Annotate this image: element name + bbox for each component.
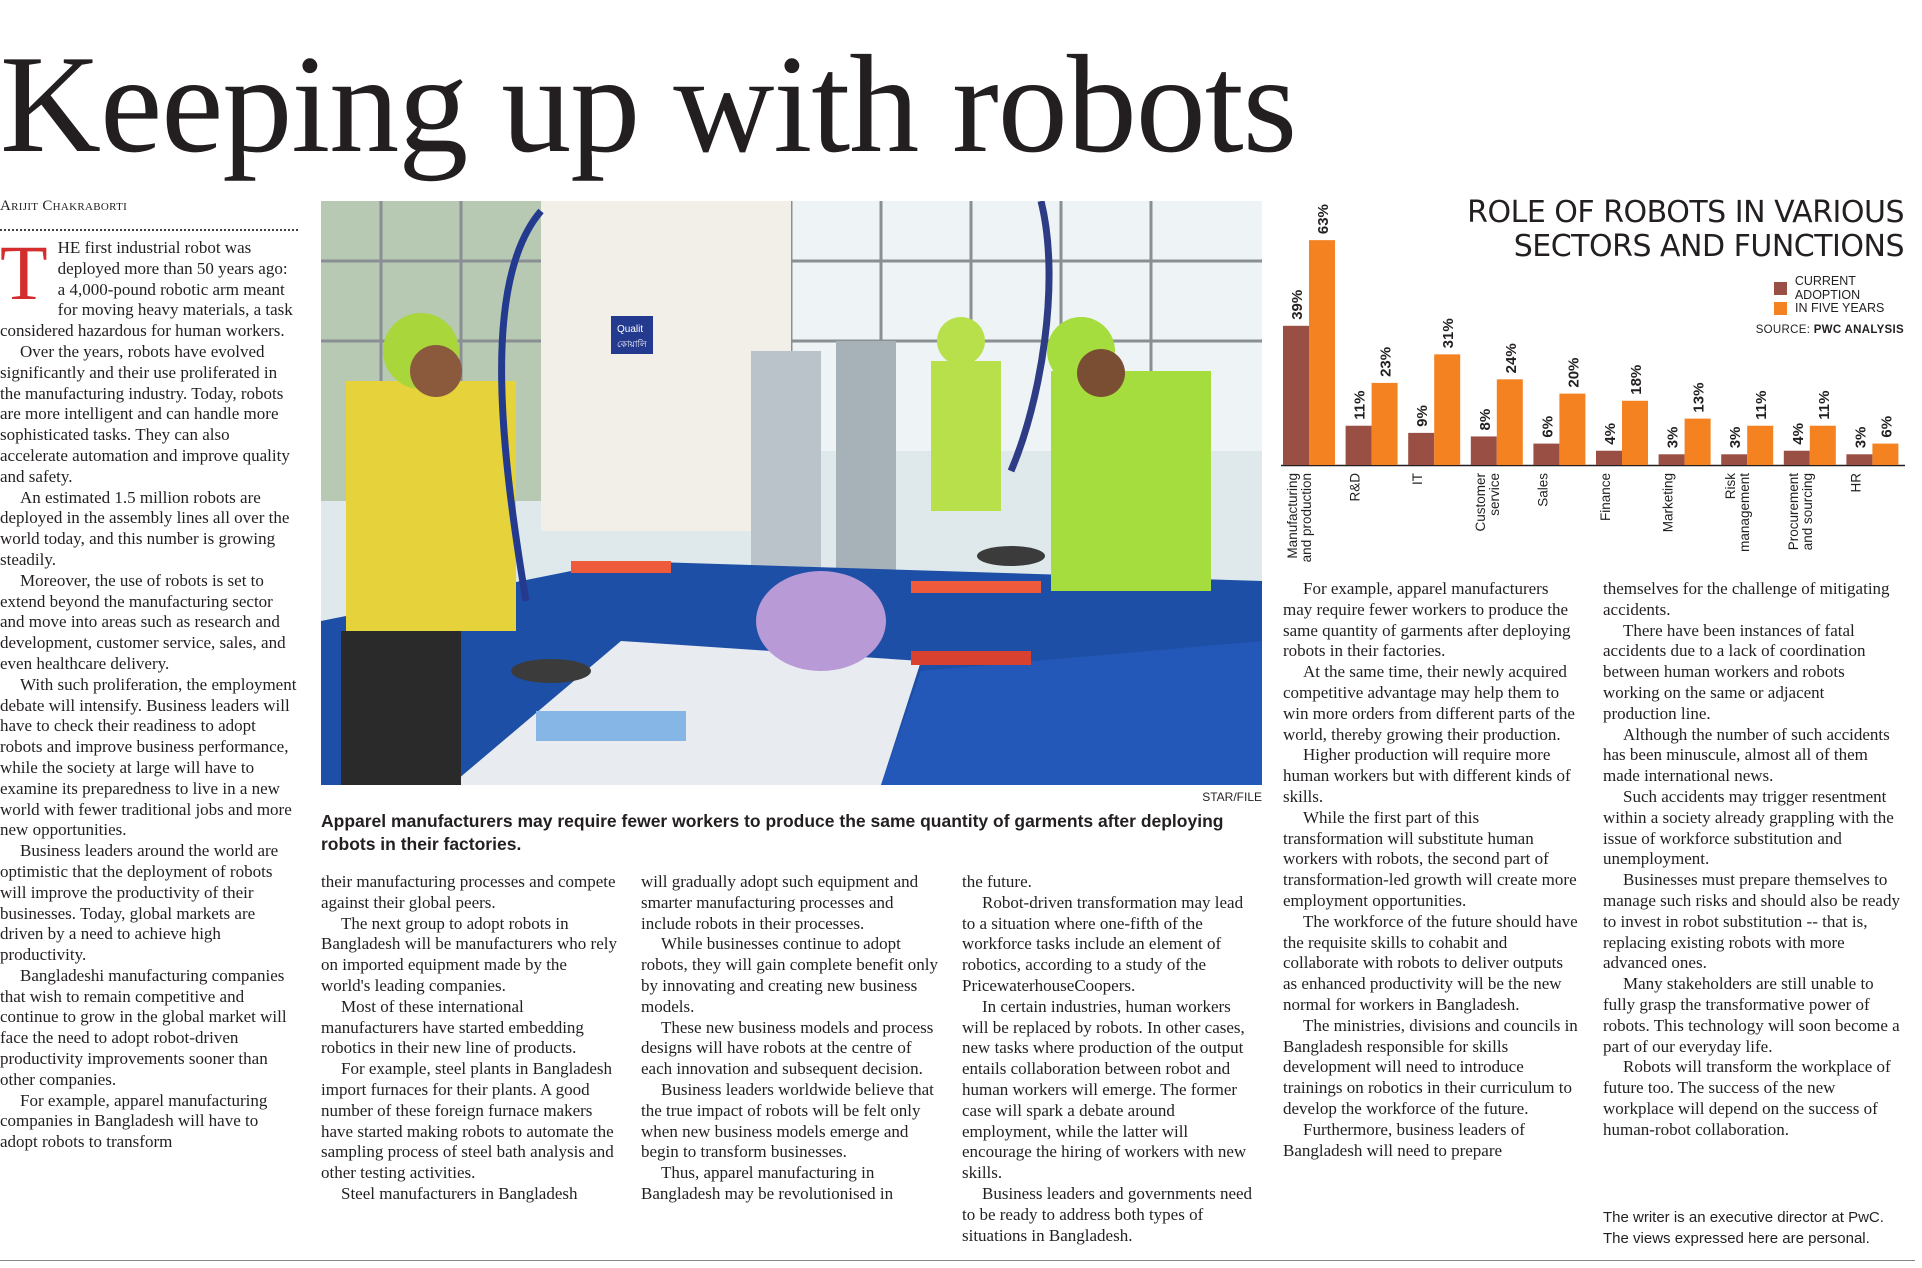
data-label: 31% — [1440, 318, 1458, 349]
article-paragraph — [641, 1018, 939, 1080]
paragraph-text: themselves for the challenge of mitigating accidents. — [1603, 579, 1890, 619]
article-paragraph — [1603, 579, 1901, 621]
bar-current — [1596, 451, 1622, 465]
paragraph-text: Such accidents may trigger resentment within a society already grappling with the issue of workforce substitution and unemployment. — [1603, 786, 1894, 869]
data-label: 9% — [1414, 405, 1432, 427]
paragraph-text: While businesses continue to adopt robots, they will gain complete benefit only by innovating and creating new business models. — [641, 934, 938, 1016]
article-paragraph — [962, 872, 1260, 893]
data-label: 11% — [1753, 390, 1771, 420]
sign-text-2: কোয়ালি — [617, 339, 647, 349]
paragraph-text: Business leaders and governments need to be ready to address both types of situations in Bangladesh. — [962, 1183, 1253, 1245]
bar-current — [1283, 326, 1309, 465]
photo-caption: Apparel manufacturers may require fewer workers to produce the same quantity of garments after deploying robots in their factories. — [321, 811, 1224, 854]
byline: Arijit Chakraborti — [0, 198, 298, 231]
bar-current — [1846, 454, 1872, 465]
paragraph-text: The ministries, divisions and councils in Bangladesh responsible for skills development will need to introduce trainings on robotics in their curriculum to develop the workforce of the future. — [1283, 1015, 1578, 1118]
article-paragraph — [962, 997, 1260, 1184]
paragraph-text: Most of these international manufacturers have started embedding robotics in their new line of products. — [321, 996, 584, 1058]
article-paragraph — [1603, 870, 1901, 974]
data-label: 23% — [1377, 346, 1395, 377]
paragraph-text: The next group to adopt robots in Bangladesh will be manufacturers who rely on imported equipment made by the world's leading companies. — [321, 913, 617, 995]
category-label: Finance — [1598, 473, 1613, 522]
bar-five-years — [1622, 401, 1648, 465]
article-paragraph — [1283, 808, 1581, 912]
bar-five-years — [1747, 426, 1773, 465]
bar-current — [1721, 454, 1747, 465]
data-label: 3% — [1664, 426, 1682, 449]
bottom-rule — [0, 1260, 1915, 1261]
category-label: Customer — [1472, 473, 1488, 532]
category-label: Marketing — [1660, 473, 1676, 533]
category-label: management — [1737, 473, 1753, 552]
data-label: 63% — [1315, 204, 1332, 235]
data-label: 4% — [1789, 423, 1807, 445]
data-label: 20% — [1565, 357, 1583, 388]
article-paragraph — [1283, 1016, 1581, 1120]
category-label: R&D — [1347, 473, 1363, 502]
paragraph-text: Business leaders worldwide believe that the true impact of robots will be felt only when new business models emerge and begin to transform businesses. — [641, 1079, 934, 1162]
bar-five-years — [1497, 379, 1523, 465]
legend-label-current: CURRENT ADOPTION — [1794, 274, 1861, 302]
paragraph-text: the future. — [962, 872, 1032, 891]
category-label: Risk — [1723, 473, 1739, 500]
article-paragraph — [641, 934, 939, 1017]
photo-credit: STAR/FILE — [1202, 790, 1262, 804]
paragraph-text: Furthermore, business leaders of Bangladesh will need to prepare — [1283, 1119, 1525, 1160]
article-column-6 — [1603, 579, 1901, 1141]
bar-current — [1408, 433, 1434, 465]
bar-five-years — [1309, 240, 1335, 465]
category-label: and production — [1299, 473, 1314, 563]
bar-five-years — [1434, 354, 1460, 465]
article-column-3 — [641, 872, 939, 1205]
article-paragraph — [321, 914, 617, 997]
article-paragraph — [321, 1059, 617, 1184]
paragraph-text: At the same time, their newly acquired competitive advantage may help them to win more orders from different parts of the world, thereby growing their production. — [1283, 662, 1575, 744]
paragraph-text: For example, steel plants in Bangladesh import furnaces for their plants. A good number of these foreign furnace makers have started making robots to automate the sampling process of steel bath analysis and other testing activities. — [321, 1059, 614, 1183]
article-paragraph — [641, 1163, 939, 1205]
article-column-5 — [1283, 579, 1581, 1161]
article-paragraph — [1603, 621, 1901, 725]
paragraph-text: Thus, apparel manufacturing in Bangladesh may be revolutionised in — [641, 1163, 894, 1203]
data-label: 3% — [1852, 426, 1870, 449]
paragraph-text: Robots will transform the workplace of future too. The success of the new workplace will depend on the success of human-robot collaboration. — [1603, 1057, 1891, 1139]
source-label: SOURCE: — [1755, 324, 1811, 336]
data-label: 11% — [1351, 390, 1369, 420]
article-paragraph — [1603, 787, 1901, 870]
bar-five-years — [1559, 394, 1585, 465]
source-name: PWC ANALYSIS — [1813, 324, 1904, 336]
data-label: 39% — [1289, 289, 1306, 320]
paragraph-text: Many stakeholders are still unable to fully grasp the transformative power of robots. This technology will soon become a part of our everyday life. — [1603, 974, 1900, 1056]
paragraph-text: Although the number of such accidents has been minuscule, almost all of them made international news. — [1603, 724, 1890, 786]
article-paragraph — [962, 893, 1260, 997]
data-label: 18% — [1628, 364, 1645, 395]
paragraph-text: In certain industries, human workers will be replaced by robots. In other cases, new tasks where production of the output entails collaboration between robot and human workers will emerge. The former case will spark a debate around employment, while the latter will encourage the hiring of workers with new skills. — [962, 996, 1247, 1183]
article-column-4 — [962, 872, 1260, 1246]
bar-current — [1784, 451, 1810, 465]
article-paragraph — [1603, 1057, 1901, 1140]
article-paragraph — [641, 1080, 939, 1163]
paragraph-text: With such proliferation, the employment debate will intensify. Business leaders will have to check their readiness to adopt robots and improve business performance, while the society at large will have to examine its preparedness to live in a new world with fewer traditional jobs and more new opportunities. — [0, 674, 297, 840]
paragraph-text: For example, apparel manufacturers may require fewer workers to produce the same quantity of garments after deploying robots in their factories. — [1283, 579, 1571, 661]
article-paragraph — [1603, 974, 1901, 1057]
paragraph-text: These new business models and process designs will have robots at the centre of each innovation and subsequent decision. — [641, 1017, 934, 1079]
category-label: IT — [1410, 473, 1426, 485]
article-paragraph — [1603, 725, 1901, 787]
data-label: 4% — [1602, 423, 1619, 445]
paragraph-text: their manufacturing processes and compete against their global peers. — [321, 872, 616, 912]
paragraph-text: An estimated 1.5 million robots are deployed in the assembly lines all over the world today, and this number is growing steadily. — [0, 487, 290, 569]
paragraph-text: Over the years, robots have evolved significantly and their use proliferated in the manufacturing industry. Today, robots are more intelligent and can handle more sophisticated tasks. They can also accelerate automation and improve quality and safety. — [0, 341, 290, 486]
paragraph-text: The workforce of the future should have the requisite skills to cohabit and collaborate with robots to deliver outputs as enhanced productivity will be the new normal for workers in Bangladesh. — [1283, 911, 1578, 1014]
chart-title-line-2: SECTORS AND FUNCTIONS — [1513, 229, 1904, 264]
bar-current — [1471, 436, 1497, 465]
article-column-2 — [321, 872, 617, 1205]
category-label: Sales — [1535, 473, 1551, 507]
category-label: service — [1486, 473, 1502, 516]
category-label: and sourcing — [1799, 473, 1815, 551]
paragraph-text: While the first part of this transformation will substitute human workers with robots, the second part of transformation-led growth will create more employment opportunities. — [1283, 807, 1577, 910]
bar-current — [1659, 454, 1685, 465]
article-paragraph — [962, 1184, 1260, 1246]
article-paragraph — [1283, 662, 1581, 745]
category-label: Procurement — [1785, 473, 1801, 551]
data-label: 24% — [1502, 343, 1520, 374]
chart-title-line-1: ROLE OF ROBOTS IN VARIOUS — [1467, 195, 1904, 230]
paragraph-text: Moreover, the use of robots is set to extend beyond the manufacturing sector and move into areas such as research and development, customer service, sales, and even healthcare delivery. — [0, 570, 286, 673]
paragraph-text: HE first industrial robot was deployed more than 50 years ago: a 4,000-pound robotic arm meant for moving heavy materials, a task considered hazardous for human workers. — [0, 238, 293, 341]
paragraph-text: Steel manufacturers in Bangladesh — [341, 1183, 578, 1203]
data-label: 11% — [1815, 390, 1833, 420]
headline: Keeping up with robots — [0, 27, 1297, 182]
data-label: 6% — [1539, 415, 1557, 438]
category-label: HR — [1848, 473, 1864, 493]
bar-five-years — [1810, 426, 1836, 465]
writer-note: The writer is an executive director at PwC. The views expressed here are personal. — [1603, 1209, 1884, 1247]
paragraph-text: Businesses must prepare themselves to manage such risks and should also be ready to invest in robot substitution -- that is, replacing existing robots with more advanced ones. — [1603, 870, 1900, 973]
drop-cap: T — [0, 229, 48, 316]
paragraph-text: Higher production will require more human workers but with different kinds of skills. — [1283, 745, 1571, 806]
article-paragraph — [1283, 912, 1581, 1016]
article-paragraph — [321, 997, 617, 1059]
article-paragraph — [641, 872, 939, 934]
bar-current — [1346, 426, 1372, 465]
paragraph-text: will gradually adopt such equipment and smarter manufacturing processes and include robots in their processes. — [641, 872, 919, 933]
article-paragraph — [1283, 1120, 1581, 1162]
paragraph-text: Robot-driven transformation may lead to a situation where one-fifth of the workforce tasks include an element of robotics, according to a study of the PricewaterhouseCoopers. — [962, 892, 1244, 995]
article-paragraph — [1283, 745, 1581, 807]
category-label: Manufacturing — [1285, 473, 1300, 559]
legend-label-five-years: IN FIVE YEARS — [1795, 301, 1885, 315]
paragraph-text: Bangladeshi manufacturing companies that wish to remain competitive and continue to grow in the global market will face the need to adopt robot-driven productivity improvements sooner than other companies. — [0, 965, 287, 1089]
bar-five-years — [1372, 383, 1398, 465]
data-label: 3% — [1727, 426, 1745, 449]
data-label: 13% — [1690, 382, 1708, 413]
sign-text-1: Qualit — [617, 324, 644, 335]
article-paragraph — [321, 872, 617, 914]
paragraph-text: There have been instances of fatal accidents due to a lack of coordination between human workers and robots working on the same or adjacent production line. — [1603, 620, 1866, 723]
bar-current — [1533, 444, 1559, 465]
data-label: 8% — [1476, 408, 1494, 431]
bar-five-years — [1872, 444, 1898, 465]
paragraph-text: For example, apparel manufacturing companies in Bangladesh will have to adopt robots to transform — [0, 1090, 268, 1152]
bar-five-years — [1685, 419, 1711, 465]
paragraph-text: Business leaders around the world are optimistic that the deployment of robots will improve the productivity of their businesses. Today, global markets are driven by a need to achieve high productivity. — [0, 841, 279, 965]
data-label: 6% — [1878, 415, 1896, 438]
article-paragraph — [1283, 579, 1581, 662]
article-paragraph — [321, 1184, 617, 1205]
